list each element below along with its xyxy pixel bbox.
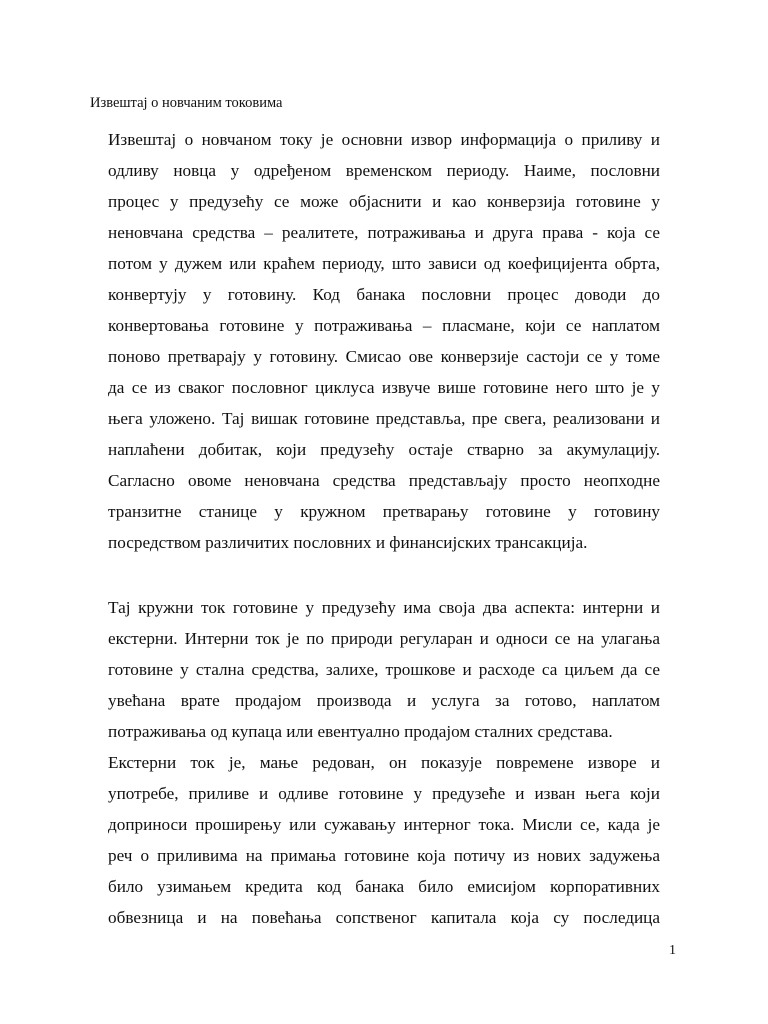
text-line: Тај кружни ток готовине у предузећу има своја два аспекта: интерни и xyxy=(108,598,660,617)
text-line: доприноси проширењу или сужавању интерног тока. Мисли се, када је xyxy=(108,815,660,834)
text-line: било узимањем кредита код банака било емисијом корпоративних xyxy=(108,877,660,896)
document-title: Извештај о новчаним токовима xyxy=(90,95,283,111)
text-line: готовине у стална средства, залихе, трошкове и расходе са циљем да се xyxy=(108,660,660,679)
text-line: Екстерни ток је, мање редован, он показује повремене изворе и xyxy=(108,753,660,772)
text-line: Сагласно овоме неновчана средства представљају просто неопходне xyxy=(108,471,660,490)
text-line: неновчана средства – реалитете, потраживања и друга права - која се xyxy=(108,223,660,242)
text-line: конвертовања готовине у потраживања – пласмане, који се наплатом xyxy=(108,316,660,335)
text-line: увећана врате продајом производа и услуга за готово, наплатом xyxy=(108,691,660,710)
text-line: конвертују у готовину. Код банака пословни процес доводи до xyxy=(108,285,660,304)
text-line: обвезница и на повећања сопственог капитала која су последица xyxy=(108,908,660,927)
text-line: одливу новца у одређеном временском периоду. Наиме, пословни xyxy=(108,161,660,180)
text-line: транзитне станице у кружном претварању готовине у готовину xyxy=(108,502,660,521)
paragraph-2 xyxy=(108,592,660,933)
text-line: да се из сваког пословног циклуса извуче више готовине него што је у xyxy=(108,378,660,397)
text-line: поново претварају у готовину. Смисао ове конверзије састоји се у томе xyxy=(108,347,660,366)
text-line: посредством различитих пословних и финансијских трансакција. xyxy=(108,533,588,552)
text-line: потраживања од купаца или евентуално продајом сталних средстава. xyxy=(108,722,613,741)
text-line: употребе, приливе и одливе готовине у предузеће и изван њега који xyxy=(108,784,660,803)
text-line: реч о приливима на примања готовине која потичу из нових задужења xyxy=(108,846,660,865)
text-line: екстерни. Интерни ток је по природи регуларан и односи се на улагања xyxy=(108,629,660,648)
page-number: 1 xyxy=(669,943,676,958)
paragraph-1 xyxy=(108,124,660,558)
text-line: наплаћени добитак, који предузећу остаје стварно за акумулацију. xyxy=(108,440,660,459)
text-line: потом у дужем или краћем периоду, што зависи од коефицијента обрта, xyxy=(108,254,660,273)
text-line: Извештај о новчаном току је основни извор информација о приливу и xyxy=(108,130,660,149)
text-line: њега уложено. Тај вишак готовине представља, пре свега, реализовани и xyxy=(108,409,660,428)
text-line: процес у предузећу се може објаснити и као конверзија готовине у xyxy=(108,192,660,211)
